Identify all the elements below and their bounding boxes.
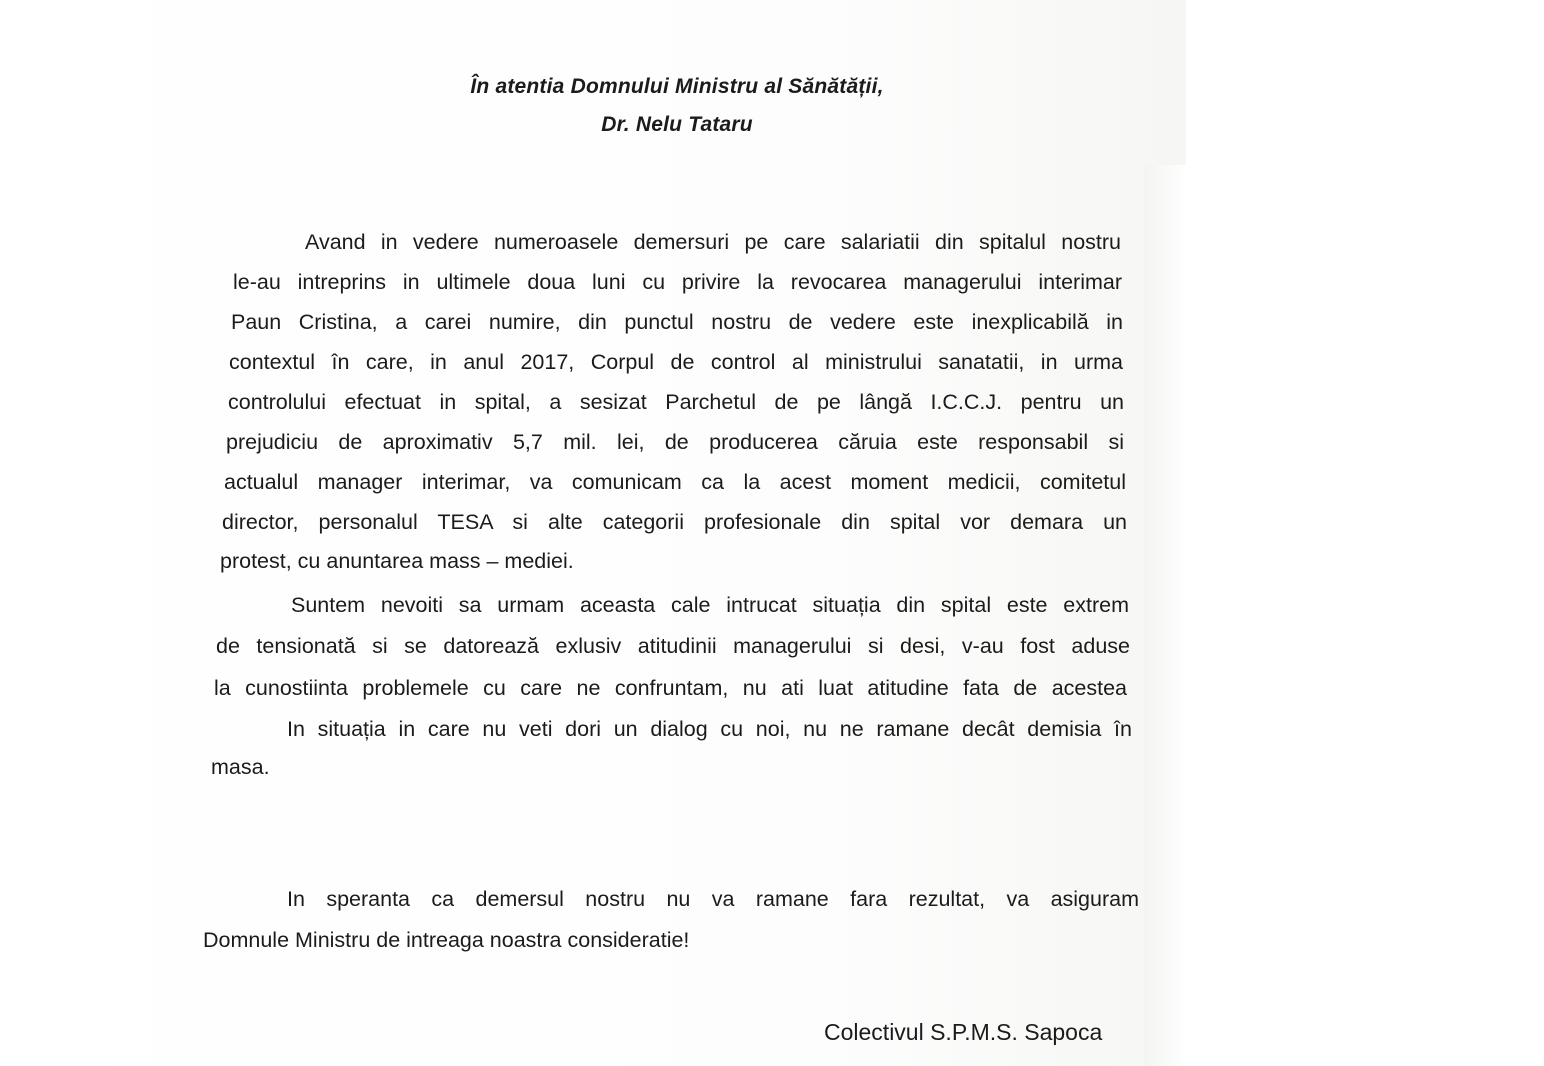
addressee-heading: În atentia Domnului Ministru al Sănătății, — [470, 75, 884, 98]
paragraph-1-line-2: le-au intreprins in ultimele doua luni cu privire la revocarea managerului interimar — [233, 270, 1122, 294]
paragraph-1-line-7: actualul manager interimar, va comunicam ca la acest moment medicii, comitetul — [224, 470, 1126, 494]
paragraph-4-line-1: In speranta ca demersul nostru nu va ramane fara rezultat, va asiguram — [287, 887, 1139, 911]
paragraph-1-line-1: Avand in vedere numeroasele demersuri pe care salariatii din spitalul nostru — [305, 230, 1121, 254]
paragraph-1-line-5: controlului efectuat in spital, a sesizat Parchetul de pe lângă I.C.C.J. pentru un — [228, 390, 1124, 414]
paragraph-1-line-8: director, personalul TESA si alte categorii profesionale din spital vor demara un — [222, 510, 1127, 534]
paragraph-1-line-9: protest, cu anuntarea mass – mediei. — [220, 549, 574, 573]
addressee-name: Dr. Nelu Tataru — [601, 113, 753, 136]
paragraph-1-line-4: contextul în care, in anul 2017, Corpul de control al ministrului sanatatii, in urma — [229, 350, 1123, 374]
paragraph-2-line-1: Suntem nevoiti sa urmam aceasta cale intrucat situația din spital este extrem — [291, 593, 1129, 617]
paper-edge — [1144, 165, 1186, 1066]
paragraph-3-line-2: masa. — [211, 755, 270, 779]
paragraph-2-line-3: la cunostiinta problemele cu care ne confruntam, nu ati luat atitudine fata de acestea — [214, 676, 1127, 700]
paragraph-4-line-2: Domnule Ministru de intreaga noastra consideratie! — [203, 928, 690, 952]
signature: Colectivul S.P.M.S. Sapoca — [824, 1019, 1103, 1045]
paragraph-1-line-3: Paun Cristina, a carei numire, din punctul nostru de vedere este inexplicabilă in — [231, 310, 1123, 334]
paragraph-3-line-1: In situația in care nu veti dori un dialog cu noi, nu ne ramane decât demisia în — [287, 717, 1132, 741]
paragraph-1-line-6: prejudiciu de aproximativ 5,7 mil. lei, de producerea căruia este responsabil si — [226, 430, 1124, 454]
paragraph-2-line-2: de tensionată si se datorează exlusiv atitudinii managerului si desi, v-au fost aduse — [216, 634, 1130, 658]
